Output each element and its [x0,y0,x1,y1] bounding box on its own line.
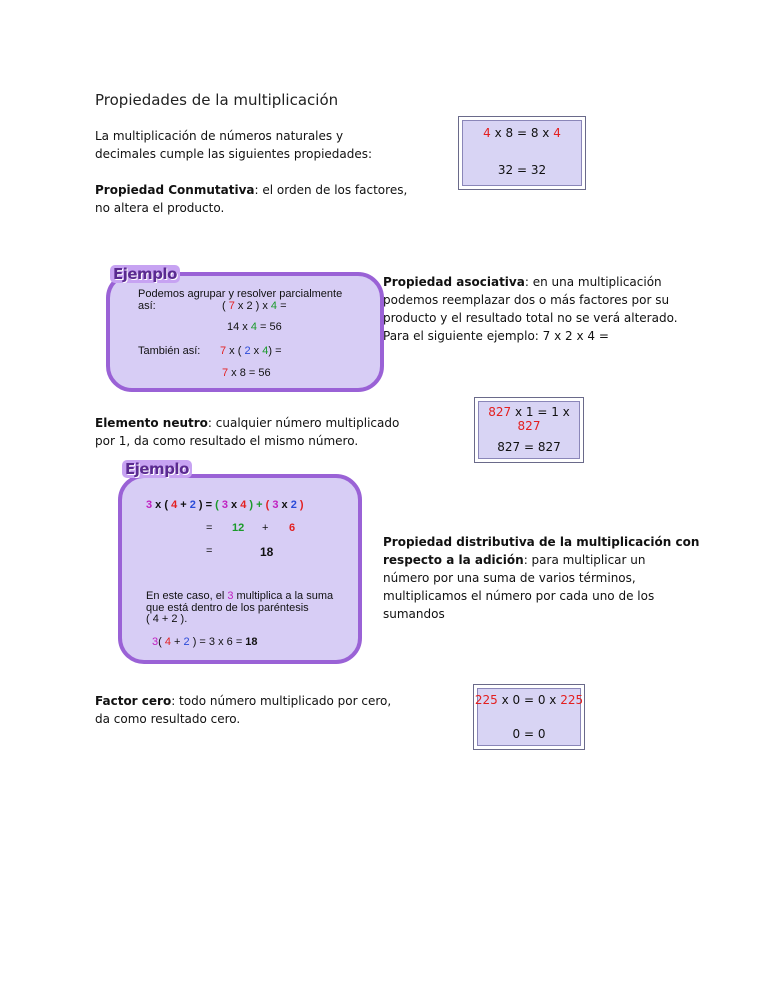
ejemplo-equals: = [206,522,213,534]
neutro-term: Elemento neutro [95,416,208,430]
ejemplo-text: ( 4 + 2 ). [146,613,188,625]
ejemplo-text: así: [138,300,156,312]
ejemplo-text: que está dentro de los paréntesis [146,602,309,614]
ejemplo-text: En este caso, el 3 multiplica a la suma [146,590,334,602]
cero-result: 0 = 0 [512,727,546,741]
asociativa-text: podemos reemplazar dos o más factores por su [383,293,670,307]
ejemplo-equation: 7 x ( 2 x 4) = [220,345,282,357]
ejemplo-text: Podemos agrupar y resolver parcialmente [138,288,343,300]
conmutativa-result: 32 = 32 [497,163,547,177]
distributiva-text: multiplicamos el número por cada uno de los [383,589,655,603]
ejemplo-equation: ( 7 x 2 ) x 4 = [222,300,287,312]
ejemplo-equation: 3 x ( 4 + 2 ) = ( 3 x 4 ) + ( 3 x 2 ) [146,499,304,511]
asociativa-text: Para el siguiente ejemplo: 7 x 2 x 4 = [383,329,609,343]
cero-paragraph [95,692,391,728]
equation-term: 4 [553,126,561,140]
conmutativa-equation [459,126,585,140]
conmutativa-term: Propiedad Conmutativa [95,183,255,197]
distributiva-paragraph [383,533,699,623]
ejemplo-value: 12 [232,522,245,534]
asociativa-term: Propiedad asociativa [383,275,525,289]
conmutativa-text: : el orden de los factores, [254,183,408,197]
ejemplo-text: También así: [138,345,201,357]
conmutativa-example-box [458,116,586,190]
asociativa-paragraph [383,273,678,345]
neutro-paragraph [95,414,399,450]
intro-line: decimales cumple las siguientes propiedades: [95,147,373,161]
neutro-text: : cualquier número multiplicado [207,416,400,430]
asociativa-text: producto y el resultado total no se verá alterado. [383,311,678,325]
ejemplo-value: 18 [260,545,274,559]
distributiva-text: sumandos [383,607,445,621]
ejemplo-plus: + [262,522,269,534]
page-title: Propiedades de la multiplicación [95,91,339,109]
ejemplo-equals: = [206,545,213,557]
ejemplo-value: 6 [289,522,296,534]
distributiva-text: número por una suma de varios términos, [383,571,636,585]
conmutativa-paragraph [95,181,407,217]
cero-text: : todo número multiplicado por cero, [171,694,392,708]
intro-line: La multiplicación de números naturales y [95,129,344,143]
ejemplo-equation: 7 x 8 = 56 [222,367,271,379]
neutro-equation: 827 x 1 = 1 x 827 [488,405,570,433]
neutro-example-box [474,397,584,463]
equation-term: 4 [483,126,491,140]
cero-equation: 225 x 0 = 0 x 225 [474,693,584,707]
distributiva-text: : para multiplicar un [523,553,646,567]
ejemplo-equation: 3( 4 + 2 ) = 3 x 6 = 18 [152,636,258,648]
distributiva-term: Propiedad distributiva de la multiplicación con [383,535,700,549]
ejemplo-equation: 14 x 4 = 56 [227,321,282,333]
ejemplo-label: Ejemplo [122,460,192,478]
cero-example-box [473,684,585,750]
distributiva-term: respecto a la adición [383,553,524,567]
neutro-text: por 1, da como resultado el mismo número. [95,434,359,448]
cero-term: Factor cero [95,694,172,708]
equation-term: x 8 = 8 x [490,126,554,140]
neutro-result: 827 = 827 [497,440,561,454]
cero-text: da como resultado cero. [95,712,241,726]
conmutativa-text: no altera el producto. [95,201,225,215]
ejemplo-label: Ejemplo [110,265,180,283]
intro-paragraph [95,127,372,163]
asociativa-text: : en una multiplicación [524,275,662,289]
